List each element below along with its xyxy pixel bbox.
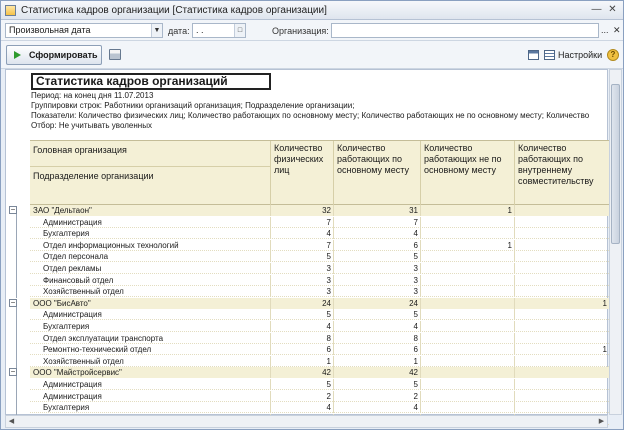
report-filter: Отбор: Не учитывать уволенных bbox=[31, 121, 152, 130]
collapse-icon[interactable]: − bbox=[10, 297, 16, 307]
value-cell bbox=[514, 356, 609, 367]
generate-button-label: Сформировать bbox=[29, 50, 98, 60]
department-name: Отдел эксплуатации транспорта bbox=[43, 333, 164, 343]
organization-select-icon[interactable]: ... bbox=[601, 25, 609, 35]
window-icon bbox=[5, 5, 16, 16]
table-row bbox=[30, 333, 609, 344]
table-row bbox=[30, 275, 609, 286]
value-cell: 42 bbox=[270, 367, 333, 378]
department-name: Администрация bbox=[43, 217, 102, 227]
department-name: Администрация bbox=[43, 380, 102, 389]
value-cell: 3 bbox=[270, 275, 333, 286]
department-name: Бухгалтерия bbox=[43, 229, 90, 239]
collapse-icon[interactable]: − bbox=[10, 367, 16, 377]
table-row bbox=[30, 251, 609, 262]
value-cell bbox=[420, 321, 514, 332]
toolbar bbox=[1, 41, 623, 69]
value-cell: 7 bbox=[333, 217, 420, 228]
group-row bbox=[10, 205, 609, 216]
group-row bbox=[10, 297, 609, 309]
value-cell: 1 bbox=[514, 344, 609, 355]
value-cell: 1 bbox=[514, 298, 609, 309]
period-select[interactable] bbox=[5, 23, 163, 38]
value-cell bbox=[420, 391, 514, 402]
department-name: Отдел рекламы bbox=[43, 264, 102, 273]
chevron-down-icon[interactable]: ▼ bbox=[151, 24, 162, 37]
value-cell bbox=[514, 251, 609, 262]
value-cell: 2 bbox=[333, 391, 420, 402]
table-row bbox=[30, 240, 609, 251]
value-cell: 42 bbox=[333, 367, 420, 378]
value-cell: 2 bbox=[270, 391, 333, 402]
value-cell: 3 bbox=[333, 286, 420, 297]
value-cell: 4 bbox=[270, 321, 333, 332]
value-cell bbox=[420, 367, 514, 378]
value-cell: 31 bbox=[333, 205, 420, 216]
header-col-main-job: Количество работающих по основному месту bbox=[333, 141, 420, 206]
value-cell bbox=[514, 391, 609, 402]
value-cell: 32 bbox=[270, 205, 333, 216]
value-cell: 5 bbox=[333, 251, 420, 262]
value-cell: 4 bbox=[333, 228, 420, 239]
organization-input[interactable] bbox=[331, 23, 599, 38]
tree-connector bbox=[16, 373, 17, 416]
window-mode-icon[interactable] bbox=[528, 50, 539, 60]
value-cell: 3 bbox=[270, 286, 333, 297]
value-cell bbox=[420, 379, 514, 390]
value-cell bbox=[514, 217, 609, 228]
value-cell bbox=[514, 228, 609, 239]
scroll-right-icon[interactable]: ▶ bbox=[598, 418, 605, 425]
department-name: Хозяйственный отдел bbox=[43, 356, 124, 366]
value-cell bbox=[514, 205, 609, 216]
date-input[interactable] bbox=[192, 23, 246, 38]
settings-icon[interactable] bbox=[544, 50, 555, 60]
value-cell: 24 bbox=[333, 298, 420, 309]
group-row bbox=[10, 367, 609, 378]
table-row bbox=[30, 217, 609, 228]
value-cell bbox=[514, 240, 609, 251]
report-sheet bbox=[5, 69, 608, 415]
report-indicators: Показатели: Количество физических лиц; Количество работающих по основному месту; Количество работающих не по основному месту; Количество bbox=[31, 111, 590, 120]
value-cell: 8 bbox=[270, 333, 333, 344]
vertical-scroll-thumb[interactable] bbox=[611, 84, 620, 244]
report-grouping: Группировки строк: Работники организаций организация; Подразделение организации; bbox=[31, 101, 355, 110]
help-icon[interactable]: ? bbox=[607, 49, 619, 61]
vertical-scrollbar[interactable] bbox=[609, 69, 622, 415]
value-cell: 5 bbox=[270, 251, 333, 262]
header-col-internal-part-time: Количество работающих по внутреннему совместительству bbox=[514, 141, 609, 206]
department-name: Финансовый отдел bbox=[43, 275, 114, 285]
value-cell: 5 bbox=[270, 379, 333, 390]
table-row bbox=[30, 321, 609, 332]
table-row bbox=[30, 309, 609, 320]
table-row bbox=[30, 356, 609, 367]
department-name: Хозяйственный отдел bbox=[43, 287, 124, 297]
value-cell bbox=[420, 333, 514, 344]
header-col-not-main-job: Количество работающих не по основному месту bbox=[420, 141, 514, 206]
value-cell bbox=[420, 356, 514, 367]
table-row bbox=[30, 402, 609, 413]
table-row bbox=[30, 228, 609, 239]
department-name: Отдел персонала bbox=[43, 252, 109, 262]
value-cell bbox=[420, 402, 514, 413]
department-name: Бухгалтерия bbox=[43, 403, 90, 413]
organization-name: ЗАО "Дельтаон" bbox=[33, 206, 92, 215]
value-cell: 7 bbox=[270, 217, 333, 228]
tree-connector bbox=[16, 210, 17, 298]
window-title: Статистика кадров организации [Статистика кадров организации] bbox=[21, 5, 327, 16]
value-cell bbox=[514, 333, 609, 344]
value-cell: 8 bbox=[333, 333, 420, 344]
header-sub-column: Подразделение организации bbox=[33, 171, 154, 181]
value-cell bbox=[420, 275, 514, 286]
value-cell bbox=[420, 298, 514, 309]
value-cell bbox=[420, 286, 514, 297]
horizontal-scrollbar[interactable] bbox=[5, 415, 608, 428]
table-row bbox=[30, 286, 609, 297]
value-cell: 6 bbox=[333, 344, 420, 355]
calendar-icon[interactable]: □ bbox=[234, 24, 245, 37]
value-cell bbox=[420, 228, 514, 239]
value-cell: 1 bbox=[270, 356, 333, 367]
title-bar bbox=[1, 1, 623, 20]
department-name: Отдел информационных технологий bbox=[43, 240, 179, 250]
value-cell: 24 bbox=[270, 298, 333, 309]
value-cell: 1 bbox=[420, 205, 514, 216]
table-row bbox=[30, 344, 609, 355]
date-input-value: . . bbox=[196, 25, 204, 35]
value-cell bbox=[420, 263, 514, 274]
value-cell bbox=[514, 367, 609, 378]
report-title: Статистика кадров организаций bbox=[31, 73, 271, 90]
period-select-value: Произвольная дата bbox=[9, 25, 91, 35]
scroll-left-icon[interactable]: ◀ bbox=[8, 418, 15, 425]
value-cell: 3 bbox=[333, 263, 420, 274]
collapse-icon[interactable]: − bbox=[10, 205, 16, 214]
department-name: Администрация bbox=[43, 391, 102, 401]
value-cell: 5 bbox=[333, 379, 420, 390]
department-name: Ремонтно-технический отдел bbox=[43, 345, 152, 355]
department-name: Бухгалтерия bbox=[43, 322, 90, 331]
value-cell: 4 bbox=[270, 228, 333, 239]
header-divider bbox=[30, 166, 270, 167]
value-cell bbox=[514, 275, 609, 286]
value-cell: 1 bbox=[333, 356, 420, 367]
header-col-individuals: Количество физических лиц bbox=[270, 141, 333, 206]
value-cell bbox=[514, 321, 609, 332]
organization-label: Организация: bbox=[272, 26, 329, 36]
value-cell bbox=[420, 309, 514, 320]
minimize-icon[interactable]: — bbox=[591, 4, 602, 15]
date-label: дата: bbox=[168, 26, 190, 36]
header-group-column: Головная организация bbox=[33, 145, 127, 155]
value-cell: 1 bbox=[420, 240, 514, 251]
value-cell bbox=[420, 251, 514, 262]
value-cell bbox=[514, 402, 609, 413]
table-row bbox=[30, 263, 609, 274]
value-cell bbox=[514, 286, 609, 297]
report-header bbox=[30, 140, 609, 205]
organization-name: ООО "БисАвто" bbox=[33, 298, 91, 308]
value-cell: 3 bbox=[270, 263, 333, 274]
value-cell: 4 bbox=[333, 402, 420, 413]
value-cell: 4 bbox=[333, 321, 420, 332]
generate-button[interactable] bbox=[6, 45, 102, 65]
tree-connector bbox=[16, 303, 17, 369]
table-row bbox=[30, 391, 609, 402]
parameters-row bbox=[1, 20, 623, 41]
value-cell: 6 bbox=[270, 344, 333, 355]
value-cell bbox=[420, 217, 514, 228]
organization-name: ООО "Майстройсервис" bbox=[33, 368, 122, 378]
close-icon[interactable]: ✕ bbox=[608, 4, 617, 15]
play-icon bbox=[14, 51, 21, 59]
table-row bbox=[30, 379, 609, 390]
settings-button[interactable]: Настройки bbox=[558, 50, 603, 60]
value-cell: 6 bbox=[333, 240, 420, 251]
value-cell: 5 bbox=[270, 309, 333, 320]
clear-icon[interactable]: ✕ bbox=[613, 25, 621, 35]
value-cell bbox=[514, 379, 609, 390]
value-cell bbox=[420, 344, 514, 355]
value-cell: 3 bbox=[333, 275, 420, 286]
value-cell: 5 bbox=[333, 309, 420, 320]
value-cell bbox=[514, 263, 609, 274]
value-cell: 4 bbox=[270, 402, 333, 413]
value-cell: 7 bbox=[270, 240, 333, 251]
department-name: Администрация bbox=[43, 310, 102, 320]
value-cell bbox=[514, 309, 609, 320]
print-icon[interactable] bbox=[109, 49, 121, 60]
report-period: Период: на конец дня 11.07.2013 bbox=[31, 91, 154, 100]
